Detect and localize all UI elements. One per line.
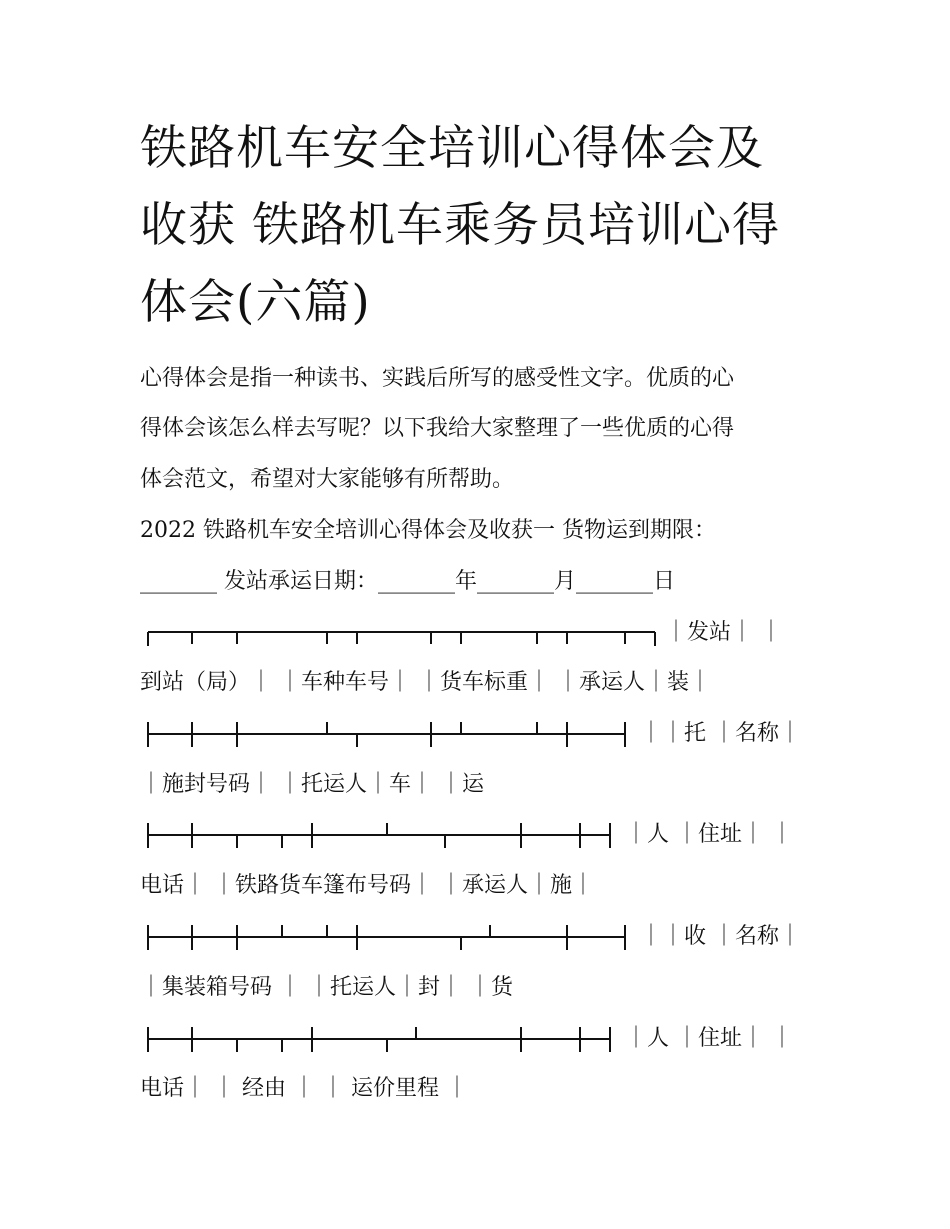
rule-graphic xyxy=(140,618,660,648)
form-rule-row-3 xyxy=(140,820,810,850)
rule-label: ｜人 ｜住址｜ ｜ xyxy=(625,1026,793,1051)
section-heading-line: 2022 铁路机车安全培训心得体会及收获一 货物运到期限： xyxy=(140,518,716,543)
form-line-route: 电话｜ ｜ 经由 ｜ ｜ 运价里程 ｜ xyxy=(140,1076,468,1101)
rule-graphic xyxy=(140,922,635,952)
rule-graphic xyxy=(140,820,620,850)
intro-line-2: 得体会该怎么样去写呢？以下我给大家整理了一些优质的心得 xyxy=(140,416,735,441)
form-rule-row-5 xyxy=(140,1024,810,1054)
rule-graphic xyxy=(140,719,635,749)
rule-label: ｜发站｜ ｜ xyxy=(665,620,782,645)
form-line-seal: ｜施封号码｜ ｜托运人｜车｜ ｜运 xyxy=(140,772,484,797)
rule-label: ｜｜托 ｜名称｜ xyxy=(640,721,801,746)
title-line-1: 铁路机车安全培训心得体会及 xyxy=(140,121,764,176)
intro-line-1: 心得体会是指一种读书、实践后所写的感受性文字。优质的心 xyxy=(140,366,735,391)
form-date-line: _______ 发站承运日期：_______年_______月_______日 xyxy=(140,569,675,594)
form-line-tarpaulin: 电话｜ ｜铁路货车篷布号码｜ ｜承运人｜施｜ xyxy=(140,873,594,898)
rule-graphic xyxy=(140,1024,620,1054)
title-line-2: 收获 铁路机车乘务员培训心得 xyxy=(140,198,780,253)
form-rule-row-4 xyxy=(140,922,810,952)
rule-label: ｜｜收 ｜名称｜ xyxy=(640,924,801,949)
form-line-arrival: 到站（局）｜ ｜车种车号｜ ｜货车标重｜ ｜承运人｜装｜ xyxy=(140,670,711,695)
document-title xyxy=(140,110,840,341)
rule-label: ｜人 ｜住址｜ ｜ xyxy=(625,822,793,847)
title-line-3: 体会(六篇) xyxy=(140,275,371,330)
form-rule-row-2 xyxy=(140,719,810,749)
intro-line-3: 体会范文，希望对大家能够有所帮助。 xyxy=(140,467,515,492)
form-line-container: ｜集装箱号码 ｜ ｜托运人｜封｜ ｜货 xyxy=(140,975,513,1000)
form-rule-row-1 xyxy=(140,618,800,648)
